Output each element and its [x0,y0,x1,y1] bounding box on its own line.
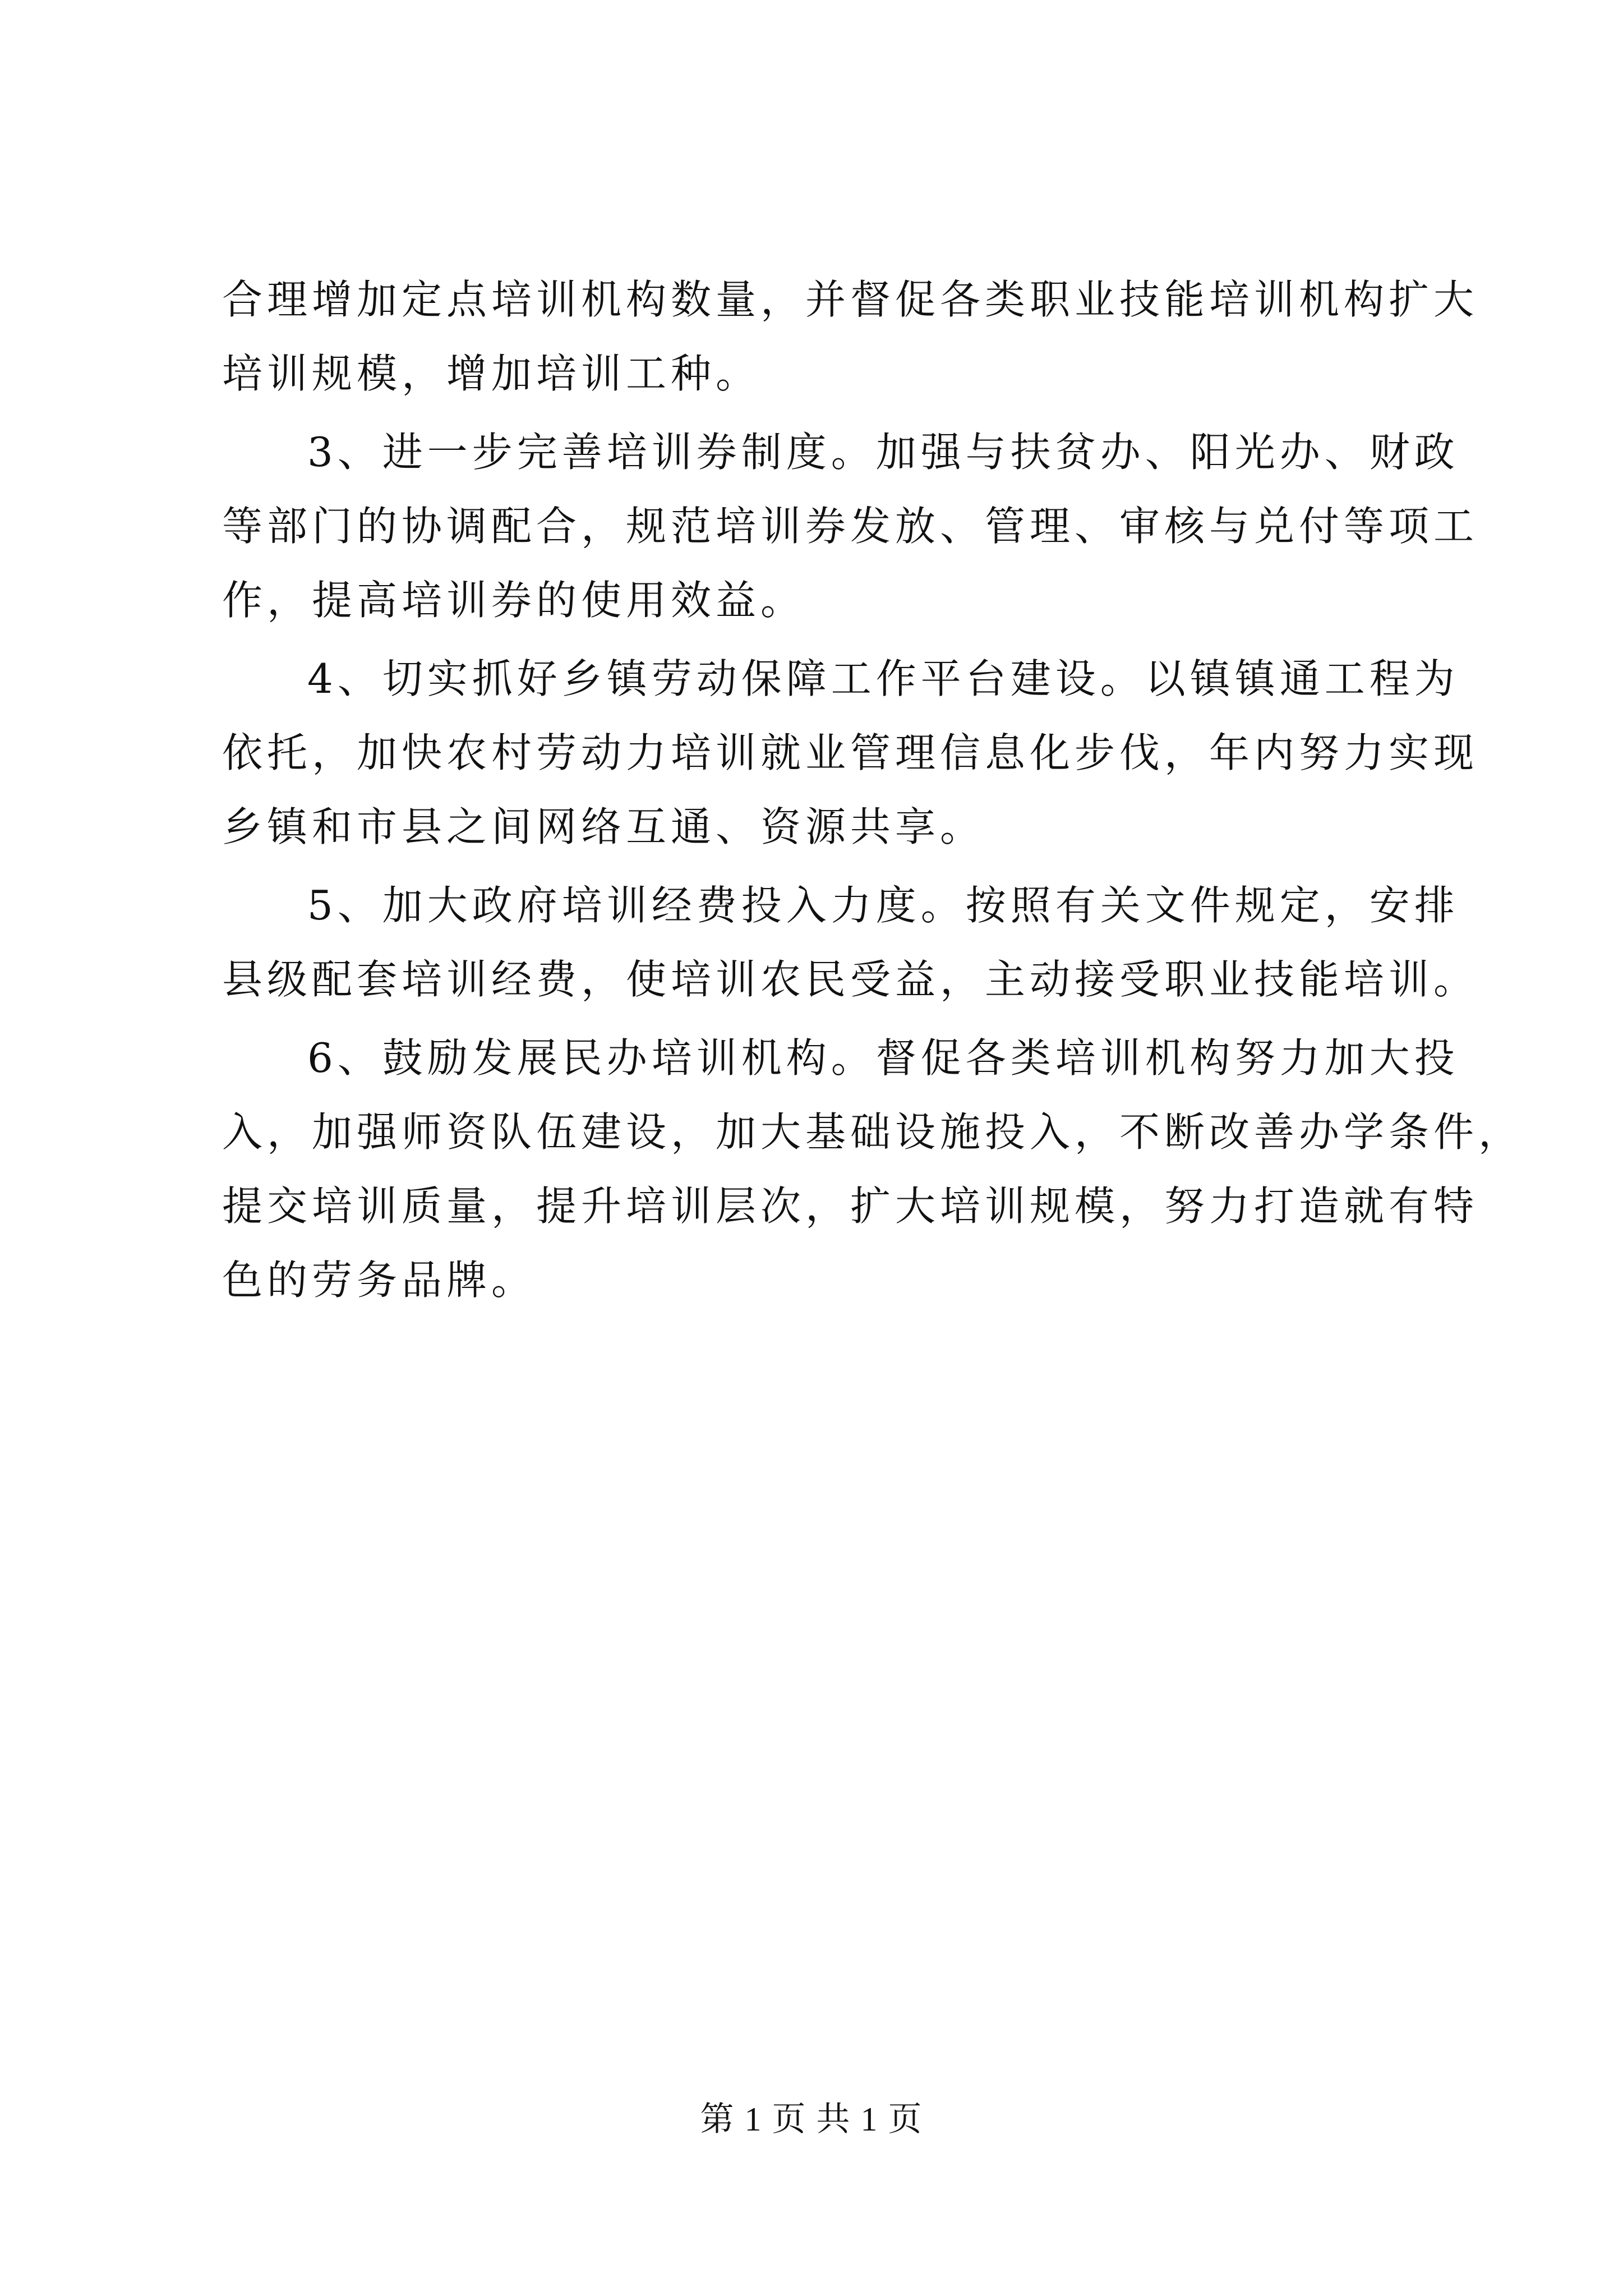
text-line: 依托，加快农村劳动力培训就业管理信息化步伐，年内努力实现 [222,729,1479,776]
paragraph-4-line: 4、切实抓好乡镇劳动保障工作平台建设。以镇镇通工程为 [307,655,1459,702]
text-line: 等部门的协调配合，规范培训券发放、管理、审核与兑付等项工 [222,503,1479,550]
page-number-footer: 第 1 页 共 1 页 [700,2101,923,2138]
text-line: 培训规模，增加培训工种。 [222,350,761,397]
text-line: 县级配套培训经费，使培训农民受益，主动接受职业技能培训。 [222,956,1479,1003]
text-line: 乡镇和市县之间网络互通、资源共享。 [222,803,985,850]
paragraph-3-line: 3、进一步完善培训券制度。加强与扶贫办、阳光办、财政 [307,429,1459,476]
text-line: 色的劳务品牌。 [222,1257,537,1304]
paragraph-6-line: 6、鼓励发展民办培训机构。督促各类培训机构努力加大投 [307,1034,1459,1082]
text-line: 作，提高培训券的使用效益。 [222,577,806,624]
text-line: 合理增加定点培训机构数量，并督促各类职业技能培训机构扩大 [222,276,1479,323]
text-line: 提交培训质量，提升培训层次，扩大培训规模，努力打造就有特 [222,1182,1479,1230]
text-line: 入，加强师资队伍建设，加大基础设施投入，不断改善办学条件， [222,1108,1524,1156]
paragraph-5-line: 5、加大政府培训经费投入力度。按照有关文件规定，安排 [307,882,1459,929]
document-body [222,263,1524,1317]
